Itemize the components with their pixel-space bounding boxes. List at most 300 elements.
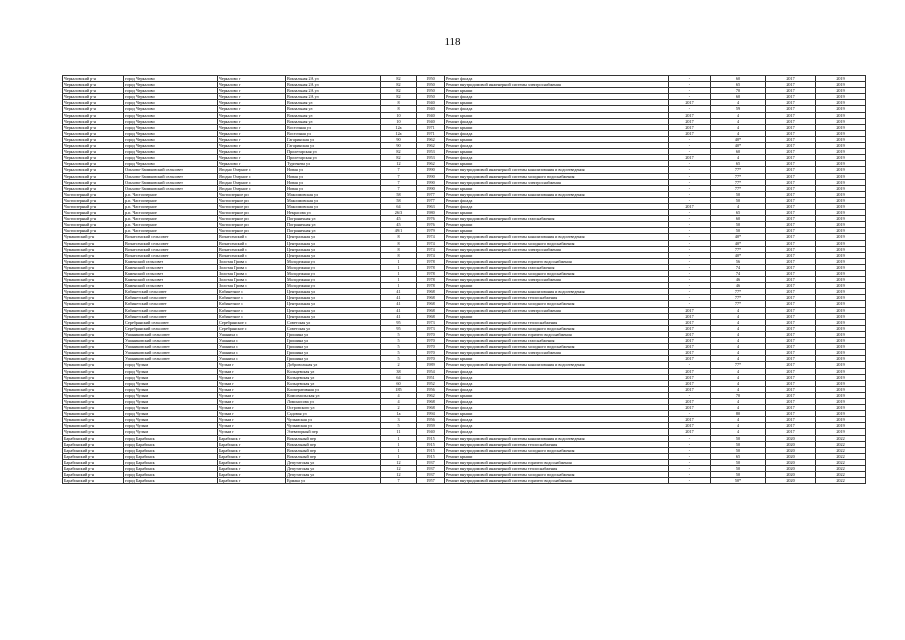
work-type-cell: Ремонт крыши: [445, 185, 669, 191]
build-year-cell: 1956: [417, 386, 445, 392]
completed-year-cell: 2017: [669, 338, 711, 344]
build-year-cell: 1937: [417, 466, 445, 472]
settlement-cell: Частоозерное рп: [218, 203, 286, 209]
municipality-cell: город Барабинск: [124, 435, 218, 441]
plan-end-year-cell: 2019: [816, 338, 866, 344]
district-cell: Чумаковский р-н: [63, 277, 124, 283]
completed-year-cell: -: [669, 191, 711, 197]
house-number-cell: 1: [381, 283, 417, 289]
build-year-cell: 1989: [417, 362, 445, 368]
municipality-cell: Ушаниковский сельсовет: [124, 338, 218, 344]
work-type-cell: Ремонт внутридомовой инженерной системы холодного водоснабжения: [445, 325, 669, 331]
build-year-cell: 1962: [417, 392, 445, 398]
street-cell: Ломоносова ул: [286, 398, 381, 404]
wear-percent-cell: 65: [711, 161, 766, 167]
municipality-cell: р.п. Частоозерное: [124, 191, 218, 197]
municipality-cell: город Черкалово: [124, 143, 218, 149]
plan-end-year-cell: 2019: [816, 289, 866, 295]
work-type-cell: Ремонт фасада: [445, 405, 669, 411]
wear-percent-cell: 4: [711, 368, 766, 374]
plan-end-year-cell: 2019: [816, 325, 866, 331]
street-cell: Кольцевская ул: [286, 368, 381, 374]
plan-start-year-cell: 2020: [766, 435, 816, 441]
street-cell: Элеваторный пер: [286, 429, 381, 435]
district-cell: Чумаковский р-н: [63, 283, 124, 289]
house-number-cell: 12а: [381, 124, 417, 130]
house-number-cell: 8: [381, 252, 417, 258]
wear-percent-cell: 50: [711, 222, 766, 228]
plan-end-year-cell: 2022: [816, 447, 866, 453]
street-cell: Чулымская ул: [286, 423, 381, 429]
house-number-cell: 5: [381, 338, 417, 344]
completed-year-cell: 2017: [669, 130, 711, 136]
municipality-cell: город Барабинск: [124, 441, 218, 447]
street-cell: Пролетарская ул: [286, 149, 381, 155]
settlement-cell: Ягодно Озерное с: [218, 179, 286, 185]
build-year-cell: 1952: [417, 380, 445, 386]
build-year-cell: 1940: [417, 429, 445, 435]
street-cell: Центральная ул: [286, 234, 381, 240]
build-year-cell: 1950: [417, 76, 445, 82]
completed-year-cell: -: [669, 283, 711, 289]
plan-start-year-cell: 2017: [766, 203, 816, 209]
district-cell: Чумаковский р-н: [63, 301, 124, 307]
settlement-cell: Черкалово г: [218, 106, 286, 112]
wear-percent-cell: 50*: [711, 478, 766, 484]
house-number-cell: 95: [381, 325, 417, 331]
completed-year-cell: 2017: [669, 417, 711, 423]
street-cell: Вокзальный пер: [286, 447, 381, 453]
work-type-cell: Ремонт внутридомовой инженерной системы канализования и водоотведения: [445, 167, 669, 173]
municipality-cell: город Черкалово: [124, 94, 218, 100]
municipality-cell: город Чулым: [124, 417, 218, 423]
plan-start-year-cell: 2017: [766, 82, 816, 88]
house-number-cell: 4: [381, 398, 417, 404]
plan-end-year-cell: 2022: [816, 478, 866, 484]
plan-end-year-cell: 2019: [816, 130, 866, 136]
work-type-cell: Ремонт внутридомовой инженерной системы электроснабжения: [445, 246, 669, 252]
house-number-cell: 8: [381, 234, 417, 240]
district-cell: Барабинский р-н: [63, 453, 124, 459]
house-number-cell: 185: [381, 386, 417, 392]
municipality-cell: Серебрянский сельсовет: [124, 319, 218, 325]
municipality-cell: город Черкалово: [124, 124, 218, 130]
wear-percent-cell: 4: [711, 386, 766, 392]
work-type-cell: Ремонт внутридомовой инженерной системы канализования и водоотведения: [445, 234, 669, 240]
house-number-cell: 10: [381, 118, 417, 124]
work-type-cell: Ремонт внутридомовой инженерной системы газоснабжения: [445, 216, 669, 222]
work-type-cell: Ремонт внутридомовой инженерной системы канализования и водоотведения: [445, 362, 669, 368]
district-cell: Чумаковский р-н: [63, 362, 124, 368]
build-year-cell: 1968: [417, 405, 445, 411]
work-type-cell: Ремонт фасада: [445, 380, 669, 386]
wear-percent-cell: 4: [711, 350, 766, 356]
build-year-cell: 1977: [417, 191, 445, 197]
work-type-cell: Ремонт внутридомовой инженерной системы холодного водоснабжения: [445, 447, 669, 453]
plan-start-year-cell: 2017: [766, 216, 816, 222]
completed-year-cell: -: [669, 106, 711, 112]
completed-year-cell: 2017: [669, 331, 711, 337]
wear-percent-cell: 4: [711, 417, 766, 423]
house-number-cell: 1: [381, 441, 417, 447]
wear-percent-cell: 77*: [711, 295, 766, 301]
district-cell: Чумаковский р-н: [63, 313, 124, 319]
district-cell: Чумаковский р-н: [63, 319, 124, 325]
work-type-cell: Ремонт крыши: [445, 124, 669, 130]
plan-start-year-cell: 2017: [766, 76, 816, 82]
plan-end-year-cell: 2019: [816, 124, 866, 130]
plan-end-year-cell: 2019: [816, 429, 866, 435]
settlement-cell: Кабинетное с: [218, 289, 286, 295]
settlement-cell: Черкалово г: [218, 100, 286, 106]
district-cell: Чумаковский р-н: [63, 325, 124, 331]
completed-year-cell: -: [669, 88, 711, 94]
work-type-cell: Ремонт фасада: [445, 386, 669, 392]
build-year-cell: 1950: [417, 94, 445, 100]
plan-end-year-cell: 2019: [816, 313, 866, 319]
municipality-cell: Вознесенский сельсовет: [124, 252, 218, 258]
settlement-cell: Частоозерное рп: [218, 222, 286, 228]
wear-percent-cell: 77*: [711, 185, 766, 191]
work-type-cell: Ремонт внутридомовой инженерной системы электроснабжения: [445, 350, 669, 356]
street-cell: Центральная ул: [286, 289, 381, 295]
wear-percent-cell: 4: [711, 112, 766, 118]
completed-year-cell: -: [669, 441, 711, 447]
settlement-cell: Золотая Грива с: [218, 277, 286, 283]
wear-percent-cell: 60: [711, 94, 766, 100]
settlement-cell: Барабинск г: [218, 441, 286, 447]
street-cell: Депутатская ул: [286, 459, 381, 465]
completed-year-cell: -: [669, 295, 711, 301]
plan-end-year-cell: 2019: [816, 203, 866, 209]
house-number-cell: 26/3: [381, 210, 417, 216]
work-type-cell: Ремонт внутридомовой инженерной системы теплоснабжения: [445, 319, 669, 325]
municipality-cell: город Чулым: [124, 392, 218, 398]
work-type-cell: Ремонт крыши: [445, 356, 669, 362]
street-cell: Пограничная ул: [286, 216, 381, 222]
municipality-cell: город Черкалово: [124, 155, 218, 161]
work-type-cell: Ремонт внутридомовой инженерной системы электроснабжения: [445, 179, 669, 185]
completed-year-cell: 2017: [669, 313, 711, 319]
plan-start-year-cell: 2017: [766, 307, 816, 313]
wear-percent-cell: 4: [711, 398, 766, 404]
settlement-cell: Золотая Грива с: [218, 283, 286, 289]
house-number-cell: 58: [381, 197, 417, 203]
plan-start-year-cell: 2017: [766, 130, 816, 136]
completed-year-cell: -: [669, 234, 711, 240]
settlement-cell: Барабинск г: [218, 466, 286, 472]
plan-start-year-cell: 2017: [766, 411, 816, 417]
plan-end-year-cell: 2019: [816, 94, 866, 100]
house-number-cell: 8: [381, 100, 417, 106]
completed-year-cell: -: [669, 289, 711, 295]
build-year-cell: 1940: [417, 118, 445, 124]
build-year-cell: 1962: [417, 136, 445, 142]
work-type-cell: Ремонт фасада: [445, 94, 669, 100]
settlement-cell: Золотая Грива с: [218, 264, 286, 270]
work-type-cell: Ремонт фасада: [445, 368, 669, 374]
work-type-cell: Ремонт крыши: [445, 161, 669, 167]
plan-end-year-cell: 2019: [816, 344, 866, 350]
district-cell: Черкаловский р-н: [63, 179, 124, 185]
municipality-cell: город Черкалово: [124, 112, 218, 118]
house-number-cell: 1: [381, 447, 417, 453]
municipality-cell: р.п. Частоозерное: [124, 222, 218, 228]
settlement-cell: Чулым г: [218, 386, 286, 392]
plan-start-year-cell: 2017: [766, 295, 816, 301]
street-cell: Островского ул: [286, 405, 381, 411]
wear-percent-cell: 4: [711, 356, 766, 362]
build-year-cell: 1974: [417, 234, 445, 240]
plan-end-year-cell: 2019: [816, 106, 866, 112]
plan-end-year-cell: 2019: [816, 155, 866, 161]
work-type-cell: Ремонт крыши: [445, 100, 669, 106]
municipality-cell: город Чулым: [124, 405, 218, 411]
plan-start-year-cell: 2020: [766, 447, 816, 453]
wear-percent-cell: 4: [711, 325, 766, 331]
settlement-cell: Чулым г: [218, 368, 286, 374]
work-type-cell: Ремонт внутридомовой инженерной системы холодного водоснабжения: [445, 344, 669, 350]
work-type-cell: Ремонт крыши: [445, 228, 669, 234]
build-year-cell: 1976: [417, 222, 445, 228]
plan-start-year-cell: 2020: [766, 459, 816, 465]
wear-percent-cell: 4: [711, 423, 766, 429]
district-cell: Чумаковский р-н: [63, 423, 124, 429]
house-number-cell: 82: [381, 82, 417, 88]
plan-start-year-cell: 2017: [766, 344, 816, 350]
completed-year-cell: -: [669, 161, 711, 167]
house-number-cell: 7: [381, 179, 417, 185]
work-type-cell: Ремонт крыши: [445, 392, 669, 398]
completed-year-cell: -: [669, 149, 711, 155]
street-cell: Максимовская ул: [286, 203, 381, 209]
completed-year-cell: -: [669, 240, 711, 246]
wear-percent-cell: 74: [711, 271, 766, 277]
plan-start-year-cell: 2017: [766, 417, 816, 423]
district-cell: Черкаловский р-н: [63, 161, 124, 167]
district-cell: Чумаковский р-н: [63, 374, 124, 380]
completed-year-cell: 2017: [669, 368, 711, 374]
work-type-cell: Ремонт крыши: [445, 149, 669, 155]
settlement-cell: Барабинск г: [218, 435, 286, 441]
house-number-cell: 2: [381, 362, 417, 368]
work-type-cell: Ремонт внутридомовой инженерной системы горячего водоснабжения: [445, 258, 669, 264]
build-year-cell: 1953: [417, 149, 445, 155]
street-cell: Гришина ул: [286, 331, 381, 337]
street-cell: Ермака ул: [286, 478, 381, 484]
wear-percent-cell: 70: [711, 88, 766, 94]
build-year-cell: 1956: [417, 417, 445, 423]
street-cell: Вокзальный пер: [286, 441, 381, 447]
build-year-cell: 1940: [417, 112, 445, 118]
district-cell: Чумаковский р-н: [63, 246, 124, 252]
wear-percent-cell: 50: [711, 191, 766, 197]
work-type-cell: Ремонт крыши: [445, 283, 669, 289]
municipality-cell: город Чулым: [124, 411, 218, 417]
build-year-cell: 1974: [417, 252, 445, 258]
district-cell: Барабинский р-н: [63, 441, 124, 447]
plan-end-year-cell: 2019: [816, 374, 866, 380]
house-number-cell: 82: [381, 76, 417, 82]
wear-percent-cell: 50: [711, 447, 766, 453]
house-number-cell: 8: [381, 246, 417, 252]
street-cell: Вокзальная 2А ул: [286, 88, 381, 94]
build-year-cell: 1970: [417, 350, 445, 356]
wear-percent-cell: 59: [711, 106, 766, 112]
wear-percent-cell: 46: [711, 277, 766, 283]
wear-percent-cell: 50: [711, 197, 766, 203]
completed-year-cell: 2017: [669, 386, 711, 392]
build-year-cell: 1979: [417, 228, 445, 234]
work-type-cell: Ремонт внутридомовой инженерной системы холодного водоснабжения: [445, 173, 669, 179]
street-cell: Комсомольская ул: [286, 392, 381, 398]
completed-year-cell: -: [669, 94, 711, 100]
build-year-cell: 1968: [417, 295, 445, 301]
work-type-cell: Ремонт фасада: [445, 155, 669, 161]
build-year-cell: 1970: [417, 356, 445, 362]
district-cell: Чумаковский р-н: [63, 356, 124, 362]
wear-percent-cell: 4: [711, 380, 766, 386]
build-year-cell: 1978: [417, 271, 445, 277]
plan-start-year-cell: 2017: [766, 301, 816, 307]
street-cell: Вокзальная ул: [286, 106, 381, 112]
build-year-cell: 1978: [417, 264, 445, 270]
plan-end-year-cell: 2019: [816, 88, 866, 94]
completed-year-cell: 2017: [669, 405, 711, 411]
district-cell: Черкаловский р-н: [63, 124, 124, 130]
plan-start-year-cell: 2020: [766, 441, 816, 447]
build-year-cell: 1951: [417, 374, 445, 380]
completed-year-cell: 2017: [669, 429, 711, 435]
build-year-cell: 1978: [417, 277, 445, 283]
municipality-cell: Ушаниковский сельсовет: [124, 350, 218, 356]
plan-end-year-cell: 2019: [816, 191, 866, 197]
plan-start-year-cell: 2017: [766, 228, 816, 234]
plan-end-year-cell: 2019: [816, 216, 866, 222]
wear-percent-cell: 4: [711, 130, 766, 136]
plan-end-year-cell: 2019: [816, 362, 866, 368]
plan-end-year-cell: 2019: [816, 301, 866, 307]
municipality-cell: город Чулым: [124, 398, 218, 404]
municipality-cell: Кабинетский сельсовет: [124, 289, 218, 295]
wear-percent-cell: 4: [711, 331, 766, 337]
street-cell: Садовая ул: [286, 411, 381, 417]
settlement-cell: Ушаниха с: [218, 338, 286, 344]
work-type-cell: Ремонт внутридомовой инженерной системы теплоснабжения: [445, 295, 669, 301]
house-number-cell: 11: [381, 429, 417, 435]
street-cell: Кооперативная ул: [286, 386, 381, 392]
plan-start-year-cell: 2017: [766, 392, 816, 398]
plan-start-year-cell: 2017: [766, 283, 816, 289]
plan-end-year-cell: 2019: [816, 423, 866, 429]
plan-start-year-cell: 2017: [766, 240, 816, 246]
house-number-cell: 38: [381, 368, 417, 374]
plan-end-year-cell: 2019: [816, 179, 866, 185]
plan-end-year-cell: 2019: [816, 136, 866, 142]
build-year-cell: 1980: [417, 210, 445, 216]
plan-start-year-cell: 2017: [766, 258, 816, 264]
build-year-cell: 1974: [417, 240, 445, 246]
street-cell: Чулымская ул: [286, 417, 381, 423]
plan-end-year-cell: 2019: [816, 149, 866, 155]
settlement-cell: Золотая Грива с: [218, 271, 286, 277]
district-cell: Черкаловский р-н: [63, 82, 124, 88]
wear-percent-cell: 50: [711, 228, 766, 234]
work-type-cell: Ремонт внутридомовой инженерной системы теплоснабжения: [445, 441, 669, 447]
wear-percent-cell: 4: [711, 374, 766, 380]
completed-year-cell: -: [669, 264, 711, 270]
street-cell: Кольцевская ул: [286, 374, 381, 380]
settlement-cell: Чулым г: [218, 398, 286, 404]
work-type-cell: Ремонт крыши: [445, 210, 669, 216]
completed-year-cell: -: [669, 478, 711, 484]
completed-year-cell: -: [669, 271, 711, 277]
plan-end-year-cell: 2019: [816, 350, 866, 356]
build-year-cell: 1976: [417, 216, 445, 222]
settlement-cell: Ушаниха с: [218, 350, 286, 356]
work-type-cell: Ремонт фасада: [445, 106, 669, 112]
district-cell: Черкаловский р-н: [63, 76, 124, 82]
work-type-cell: Ремонт фасада: [445, 130, 669, 136]
work-type-cell: Ремонт внутридомовой инженерной системы электроснабжения: [445, 82, 669, 88]
settlement-cell: Чулым г: [218, 380, 286, 386]
completed-year-cell: 2017: [669, 118, 711, 124]
district-cell: Чумаковский р-н: [63, 252, 124, 258]
work-type-cell: Ремонт крыши: [445, 411, 669, 417]
build-year-cell: 1968: [417, 307, 445, 313]
plan-start-year-cell: 2017: [766, 271, 816, 277]
house-number-cell: 1: [381, 271, 417, 277]
wear-percent-cell: 4: [711, 344, 766, 350]
house-number-cell: 45: [381, 222, 417, 228]
completed-year-cell: -: [669, 246, 711, 252]
house-number-cell: 1: [381, 435, 417, 441]
plan-end-year-cell: 2019: [816, 222, 866, 228]
street-cell: Пролетарская ул: [286, 155, 381, 161]
municipality-cell: р.п. Частоозерное: [124, 197, 218, 203]
street-cell: Молодежная ул: [286, 258, 381, 264]
settlement-cell: Ушаниха с: [218, 331, 286, 337]
street-cell: Гагаринская ул: [286, 136, 381, 142]
settlement-cell: Кабинетное с: [218, 307, 286, 313]
completed-year-cell: -: [669, 167, 711, 173]
plan-start-year-cell: 2017: [766, 234, 816, 240]
house-number-cell: 82: [381, 155, 417, 161]
plan-end-year-cell: 2022: [816, 466, 866, 472]
settlement-cell: Золотая Грива с: [218, 258, 286, 264]
street-cell: Новая ул: [286, 185, 381, 191]
municipality-cell: р.п. Частоозерное: [124, 203, 218, 209]
settlement-cell: Вознесенский с: [218, 240, 286, 246]
plan-start-year-cell: 2017: [766, 325, 816, 331]
completed-year-cell: 2017: [669, 356, 711, 362]
house-number-cell: 82: [381, 88, 417, 94]
plan-start-year-cell: 2017: [766, 149, 816, 155]
settlement-cell: Ушаниха с: [218, 356, 286, 362]
municipality-cell: город Чулым: [124, 386, 218, 392]
district-cell: Чумаковский р-н: [63, 338, 124, 344]
build-year-cell: 1971: [417, 124, 445, 130]
plan-start-year-cell: 2017: [766, 124, 816, 130]
completed-year-cell: -: [669, 143, 711, 149]
district-cell: Чумаковский р-н: [63, 264, 124, 270]
plan-end-year-cell: 2019: [816, 246, 866, 252]
settlement-cell: Частоозерное рп: [218, 197, 286, 203]
district-cell: Барабинский р-н: [63, 472, 124, 478]
settlement-cell: Ушаниха с: [218, 344, 286, 350]
house-number-cell: 5: [381, 350, 417, 356]
completed-year-cell: -: [669, 392, 711, 398]
